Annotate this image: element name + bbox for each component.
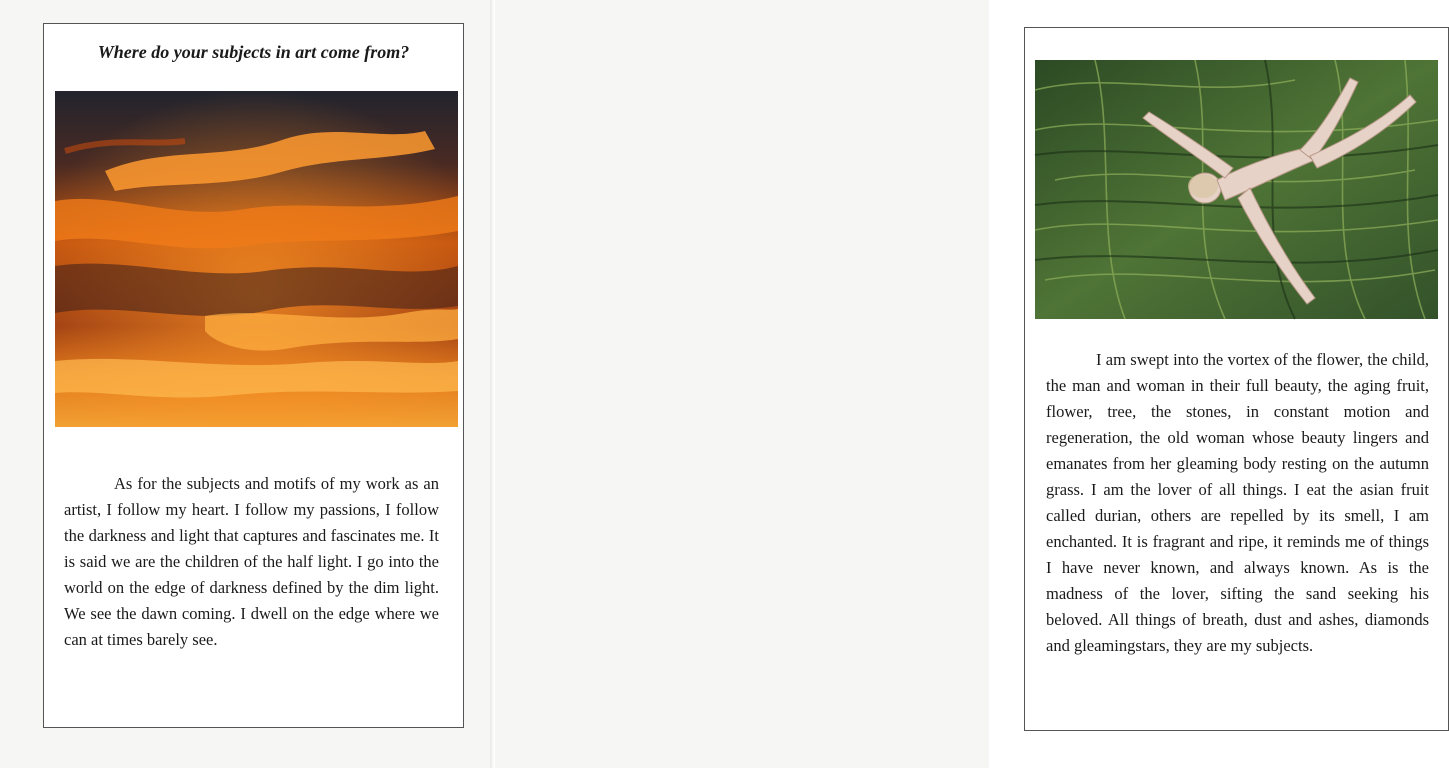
left-page-frame [43, 23, 464, 728]
right-page [496, 0, 1429, 768]
right-page-paragraph: I am swept into the vortex of the flower, the child, the man and woman in their full beauty, the aging fruit, flower, tree, the stones, in constant motion and regeneration, the old woman whose beauty lingers and emanates from her gleaming body resting on the autumn grass. I am the lover of all things. I eat the asian fruit called durian, others are repelled by its smell, I am enchanted. It is fragrant and ripe, it reminds me of things I have never known, and always known. As is the madness of the lover, sifting the sand seeking his beloved. All things of breath, dust and ashes, diamonds and gleamingstars, they are my subjects. [1046, 350, 1429, 655]
left-page [0, 0, 493, 768]
right-page-frame [1024, 27, 1449, 731]
sunset-clouds-photo [55, 91, 458, 427]
figure-lying-in-grass-photo [1035, 60, 1438, 319]
page-heading: Where do your subjects in art come from? [97, 42, 410, 62]
left-page-paragraph: As for the subjects and motifs of my work as an artist, I follow my heart. I follow my passions, I follow the darkness and light that captures and fascinates me. It is said we are the children of the half light. I go into the world on the edge of darkness defined by the dim light. We see the dawn coming. I dwell on the edge where we can at times barely see. [64, 474, 439, 649]
